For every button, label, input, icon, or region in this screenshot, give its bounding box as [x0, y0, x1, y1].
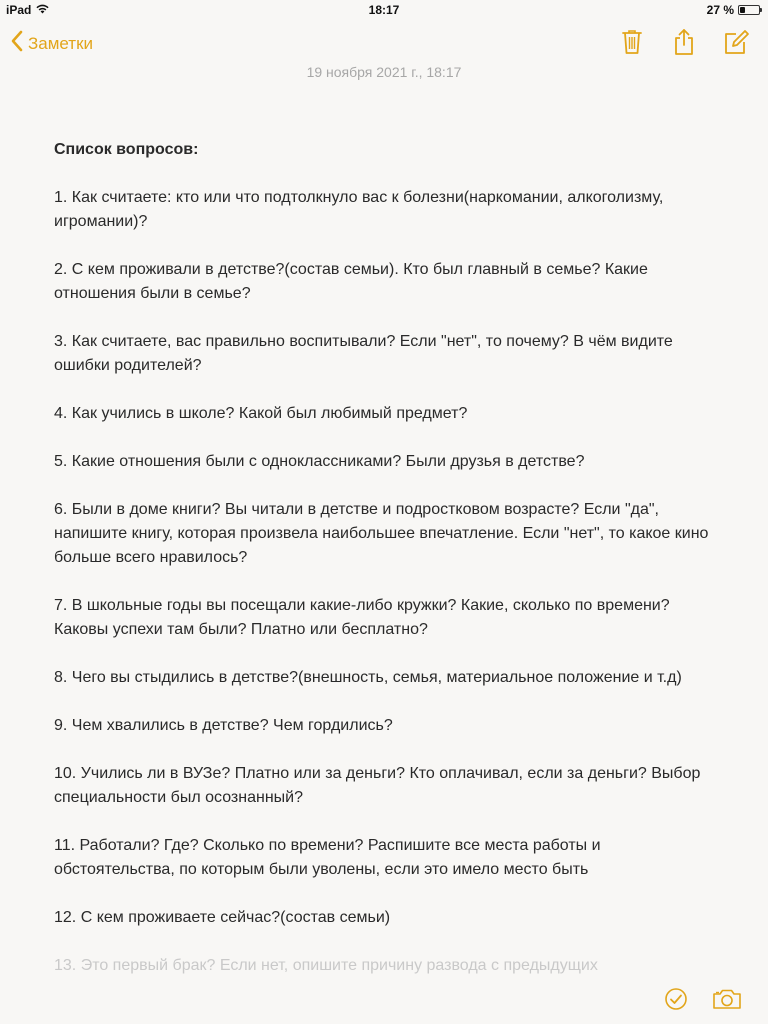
question-item: 3. Как считаете, вас правильно воспитывали? Если "нет", то почему? В чём видите ошибки родителей? [54, 333, 673, 374]
battery-icon [738, 5, 760, 15]
status-right [707, 3, 760, 17]
question-item: 13. Это первый брак? Если нет, опишите причину развода с предыдущих [54, 957, 598, 974]
question-item: 7. В школьные годы вы посещали какие-либо кружки? Какие, сколько по времени? Каковы успехи там были? Платно или бесплатно? [54, 597, 670, 638]
device-name: iPad [6, 3, 32, 17]
battery-percent: 27 % [706, 3, 734, 17]
checklist-icon[interactable] [664, 987, 688, 1016]
question-item: 4. Как учились в школе? Какой был любимый предмет? [54, 405, 468, 422]
question-item: 5. Какие отношения были с одноклассниками? Были друзья в детстве? [54, 453, 585, 470]
share-icon[interactable] [672, 28, 696, 61]
question-item: 10. Учились ли в ВУЗе? Платно или за деньги? Кто оплачивал, если за деньги? Выбор специальности был осознанный? [54, 765, 701, 806]
chevron-left-icon [10, 30, 24, 57]
question-item: 8. Чего вы стыдились в детстве?(внешность, семья, материальное положение и т.д) [54, 669, 682, 686]
compose-icon[interactable] [722, 28, 750, 61]
back-button-label: Заметки [28, 33, 94, 53]
question-item: 1. Как считаете: кто или что подтолкнуло вас к болезни(наркомании, алкоголизму, игромании)? [54, 189, 664, 230]
trash-icon[interactable] [620, 28, 644, 61]
question-item: 12. С кем проживаете сейчас?(состав семьи) [54, 909, 391, 926]
camera-icon[interactable] [712, 987, 742, 1016]
note-date: 19 ноября 2021 г., 18:17 [306, 64, 462, 80]
bottom-toolbar [664, 987, 742, 1016]
status-time: 18:17 [368, 3, 400, 17]
back-button[interactable] [10, 30, 93, 57]
battery-level [740, 7, 745, 13]
note-body[interactable] [54, 138, 714, 1002]
question-item: 6. Были в доме книги? Вы читали в детстве и подростковом возрасте? Если "да", напишите книгу, которая произвела наибольшее впечатление. Если "нет", то какое кино больше всего нравилось? [54, 501, 709, 566]
note-title: Список вопросов: [54, 141, 199, 158]
question-item: 9. Чем хвалились в детстве? Чем гордились? [54, 717, 393, 734]
question-item: 2. С кем проживали в детстве?(состав семьи). Кто был главный в семье? Какие отношения были в семье? [54, 261, 648, 302]
question-item: 11. Работали? Где? Сколько по времени? Распишите все места работы и обстоятельства, по которым были уволены, если это имело место быть [54, 837, 601, 878]
nav-bar [0, 26, 768, 60]
status-bar [0, 0, 768, 22]
